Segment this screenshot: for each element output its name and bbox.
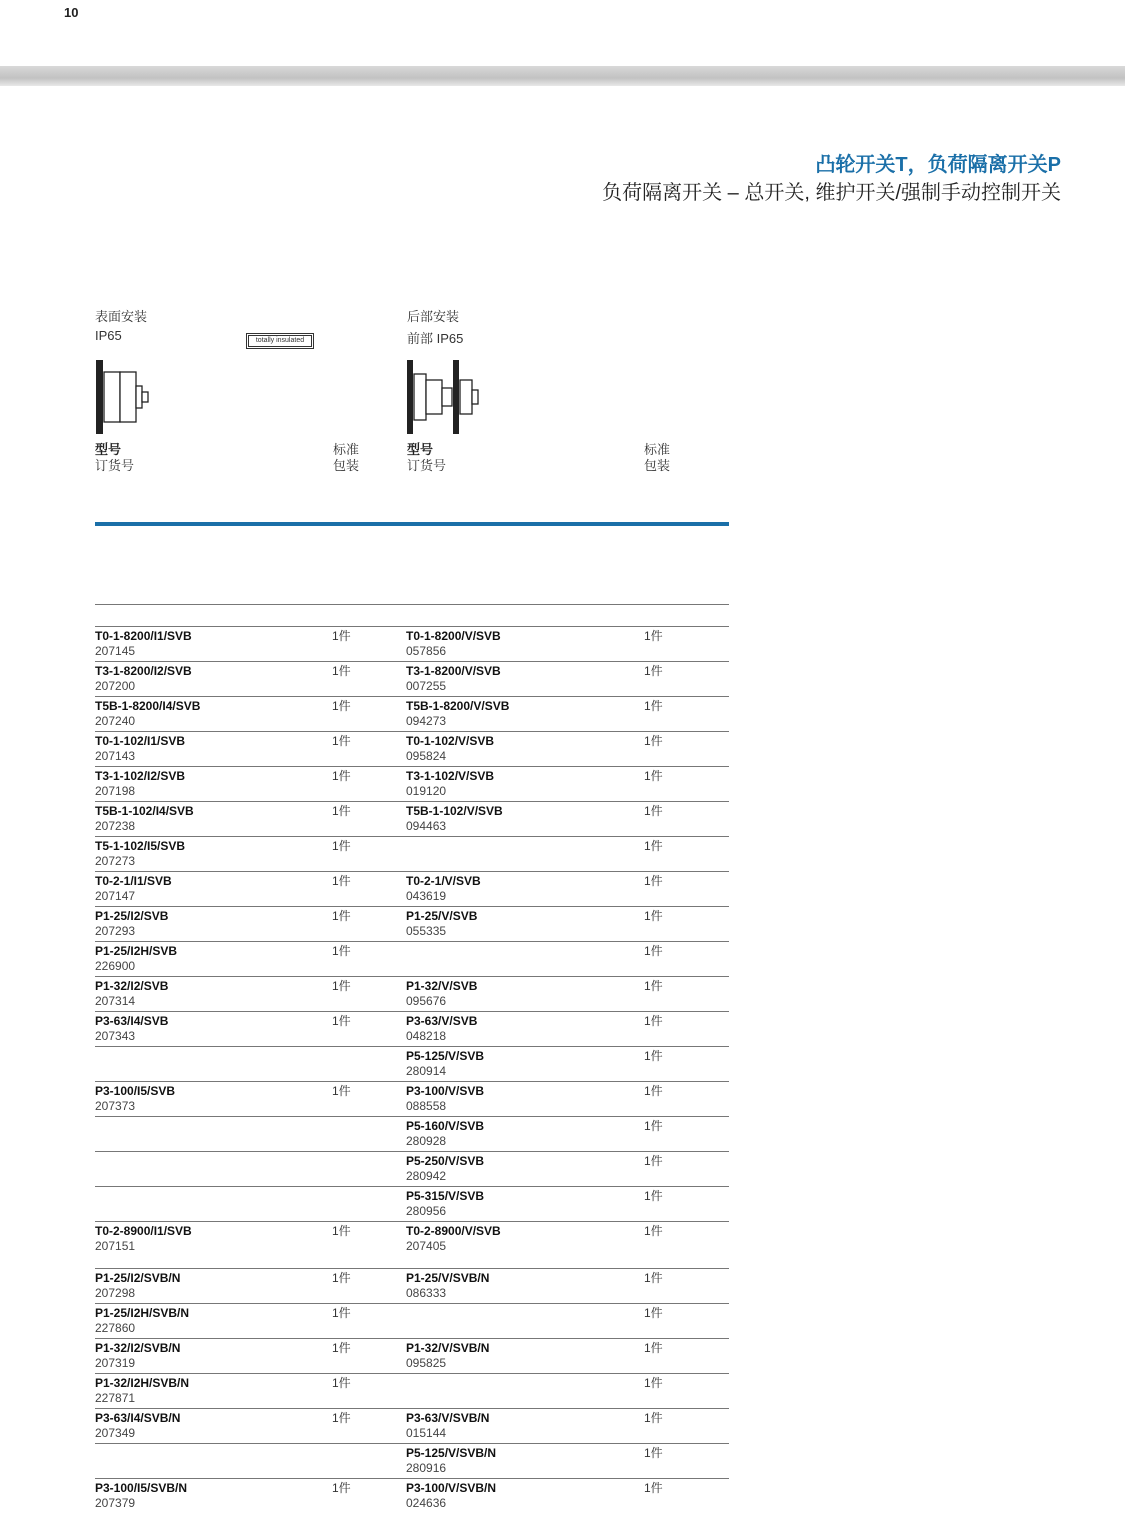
- right-pack-unit: 1件: [644, 734, 663, 748]
- right-product: [406, 769, 494, 799]
- right-type-code: T0-1-8200/V/SVB: [406, 629, 501, 643]
- right-order-number: 280914: [406, 1064, 447, 1078]
- left-order-number: 207373: [95, 1099, 136, 1113]
- right-product: [406, 1446, 496, 1476]
- table-top-rule: [95, 604, 729, 605]
- right-type-code: P5-125/V/SVB/N: [406, 1446, 497, 1460]
- left-product: [95, 1084, 175, 1114]
- table-row: [95, 1303, 729, 1338]
- left-type-code: T0-2-8900/I1/SVB: [95, 1224, 192, 1238]
- table-row: [95, 1338, 729, 1373]
- left-column-header: [95, 442, 134, 474]
- left-type-code: T3-1-102/I2/SVB: [95, 769, 186, 783]
- left-order-number: 227860: [95, 1321, 136, 1335]
- left-product: [95, 804, 194, 834]
- left-type-code: P1-25/I2/SVB/N: [95, 1271, 181, 1285]
- right-pack-unit: 1件: [644, 1119, 663, 1133]
- right-type-code: T0-2-1/V/SVB: [406, 874, 481, 888]
- right-order-number: 086333: [406, 1286, 447, 1300]
- left-type-code: T5-1-102/I5/SVB: [95, 839, 186, 853]
- left-product: [95, 734, 185, 764]
- page-number: 10: [64, 5, 79, 20]
- right-type-code: P1-25/V/SVB/N: [406, 1271, 490, 1285]
- left-order-number: 207198: [95, 784, 136, 798]
- page-title: 凸轮开关T，负荷隔离开关P: [815, 154, 1061, 176]
- right-type-code: P5-125/V/SVB: [406, 1049, 485, 1063]
- left-order-number: 226900: [95, 959, 136, 973]
- right-pack-unit: 1件: [644, 909, 663, 923]
- right-type-code: P5-160/V/SVB: [406, 1119, 485, 1133]
- right-order-number: 280928: [406, 1134, 447, 1148]
- left-type-code: T0-1-8200/I1/SVB: [95, 629, 192, 643]
- left-pack-unit: 1件: [332, 909, 351, 923]
- table-row: [95, 801, 729, 836]
- right-order-number: 019120: [406, 784, 447, 798]
- right-pack-unit: 1件: [644, 979, 663, 993]
- left-order-number: 207200: [95, 679, 136, 693]
- left-pack-unit: 1件: [332, 1084, 351, 1098]
- left-pack-unit: 1件: [332, 839, 351, 853]
- header-divider: [95, 522, 729, 526]
- right-pack-unit: 1件: [644, 1411, 663, 1425]
- left-pack-label-2: 包装: [333, 458, 360, 473]
- left-order-number: 207293: [95, 924, 136, 938]
- page-subtitle: 负荷隔离开关 – 总开关, 维护开关/强制手动控制开关: [602, 182, 1061, 204]
- right-type-code: P1-25/V/SVB: [406, 909, 478, 923]
- left-product: [95, 1224, 192, 1254]
- right-product: [406, 734, 494, 764]
- left-order-number: 207343: [95, 1029, 136, 1043]
- right-pack-unit: 1件: [644, 1306, 663, 1320]
- right-type-code: P1-32/V/SVB/N: [406, 1341, 490, 1355]
- right-order-number: 055335: [406, 924, 447, 938]
- right-pack-header: [644, 442, 670, 474]
- right-type-code: T5B-1-8200/V/SVB: [406, 699, 510, 713]
- left-pack-unit: 1件: [332, 1306, 351, 1320]
- right-type-code: P3-100/V/SVB: [406, 1084, 485, 1098]
- right-pack-unit: 1件: [644, 664, 663, 678]
- right-product: [406, 1119, 484, 1149]
- right-type-code: T3-1-102/V/SVB: [406, 769, 495, 783]
- right-pack-unit: 1件: [644, 874, 663, 888]
- table-row: [95, 1186, 729, 1221]
- right-pack-unit: 1件: [644, 804, 663, 818]
- right-type-label: 型号: [407, 442, 434, 457]
- right-pack-unit: 1件: [644, 1189, 663, 1203]
- rear-mount-switch-icon: [405, 358, 483, 436]
- left-pack-unit: 1件: [332, 874, 351, 888]
- right-pack-label-1: 标准: [644, 442, 671, 457]
- right-order-number: 007255: [406, 679, 447, 693]
- right-product: [406, 699, 509, 729]
- left-pack-unit: 1件: [332, 664, 351, 678]
- left-pack-header: [333, 442, 359, 474]
- table-row: [95, 1373, 729, 1408]
- right-product: [406, 804, 503, 834]
- right-product: [406, 1481, 496, 1511]
- right-type-code: T0-1-102/V/SVB: [406, 734, 495, 748]
- table-row: [95, 696, 729, 731]
- right-pack-unit: 1件: [644, 769, 663, 783]
- right-ip-label: 前部 IP65: [407, 331, 464, 346]
- right-pack-unit: 1件: [644, 1224, 663, 1238]
- right-product: [406, 1271, 489, 1301]
- table-row: [95, 1116, 729, 1151]
- left-product: [95, 1341, 180, 1371]
- left-type-code: T5B-1-8200/I4/SVB: [95, 699, 201, 713]
- right-pack-unit: 1件: [644, 629, 663, 643]
- left-type-code: P1-25/I2H/SVB/N: [95, 1306, 190, 1320]
- product-table: [95, 626, 729, 1513]
- left-type-code: T3-1-8200/I2/SVB: [95, 664, 192, 678]
- right-product: [406, 664, 501, 694]
- right-pack-unit: 1件: [644, 1481, 663, 1495]
- left-pack-unit: 1件: [332, 699, 351, 713]
- left-product: [95, 699, 200, 729]
- right-type-code: P3-63/V/SVB/N: [406, 1411, 490, 1425]
- left-type-code: T0-2-1/I1/SVB: [95, 874, 172, 888]
- left-pack-unit: 1件: [332, 804, 351, 818]
- right-product: [406, 1224, 501, 1254]
- right-product: [406, 979, 477, 1009]
- right-pack-unit: 1件: [644, 1446, 663, 1460]
- left-type-code: P1-32/I2H/SVB/N: [95, 1376, 190, 1390]
- left-pack-unit: 1件: [332, 1271, 351, 1285]
- left-pack-unit: 1件: [332, 1376, 351, 1390]
- left-order-number: 207238: [95, 819, 136, 833]
- right-pack-unit: 1件: [644, 1154, 663, 1168]
- right-pack-unit: 1件: [644, 1376, 663, 1390]
- surface-mount-switch-icon: [94, 358, 154, 436]
- right-product: [406, 1014, 477, 1044]
- left-product: [95, 944, 177, 974]
- right-order-number: 094463: [406, 819, 447, 833]
- right-product: [406, 909, 477, 939]
- right-order-number: 280942: [406, 1169, 447, 1183]
- right-pack-unit: 1件: [644, 1341, 663, 1355]
- left-order-number: 207379: [95, 1496, 136, 1510]
- left-product: [95, 629, 192, 659]
- right-pack-label-2: 包装: [644, 458, 671, 473]
- right-order-label: 订货号: [407, 458, 447, 473]
- table-row: [95, 836, 729, 871]
- left-type-label: 型号: [95, 442, 122, 457]
- left-type-code: P1-25/I2H/SVB: [95, 944, 178, 958]
- right-pack-unit: 1件: [644, 839, 663, 853]
- left-pack-unit: 1件: [332, 769, 351, 783]
- right-type-code: T3-1-8200/V/SVB: [406, 664, 501, 678]
- right-type-code: P3-63/V/SVB: [406, 1014, 478, 1028]
- left-type-code: P1-32/I2/SVB: [95, 979, 169, 993]
- totally-insulated-badge: totally insulated: [246, 333, 314, 349]
- right-product: [406, 1049, 484, 1079]
- left-order-number: 207240: [95, 714, 136, 728]
- left-order-number: 207273: [95, 854, 136, 868]
- right-order-number: 094273: [406, 714, 447, 728]
- left-product: [95, 1271, 180, 1301]
- left-product: [95, 979, 168, 1009]
- left-order-number: 207143: [95, 749, 136, 763]
- table-row: [95, 976, 729, 1011]
- left-product: [95, 909, 168, 939]
- table-row: [95, 1151, 729, 1186]
- left-pack-unit: 1件: [332, 1481, 351, 1495]
- left-pack-unit: 1件: [332, 1224, 351, 1238]
- left-type-code: P3-63/I4/SVB: [95, 1014, 169, 1028]
- right-pack-unit: 1件: [644, 944, 663, 958]
- right-pack-unit: 1件: [644, 1049, 663, 1063]
- left-order-number: 207145: [95, 644, 136, 658]
- table-row: [95, 766, 729, 801]
- right-type-code: T5B-1-102/V/SVB: [406, 804, 503, 818]
- left-order-number: 207151: [95, 1239, 136, 1253]
- left-product: [95, 839, 185, 869]
- right-type-code: P1-32/V/SVB: [406, 979, 478, 993]
- right-product: [406, 1341, 489, 1371]
- left-type-code: T5B-1-102/I4/SVB: [95, 804, 194, 818]
- left-order-number: 207314: [95, 994, 136, 1008]
- table-row: [95, 1443, 729, 1478]
- right-order-number: 095676: [406, 994, 447, 1008]
- left-product: [95, 769, 185, 799]
- right-product: [406, 629, 501, 659]
- left-type-code: P3-100/I5/SVB/N: [95, 1481, 188, 1495]
- right-type-code: P5-250/V/SVB: [406, 1154, 485, 1168]
- right-product: [406, 1411, 489, 1441]
- right-order-number: 088558: [406, 1099, 447, 1113]
- left-pack-unit: 1件: [332, 629, 351, 643]
- table-row: [95, 731, 729, 766]
- header-band: [0, 66, 1125, 86]
- left-order-number: 207349: [95, 1426, 136, 1440]
- left-pack-unit: 1件: [332, 979, 351, 993]
- right-order-number: 043619: [406, 889, 447, 903]
- right-pack-unit: 1件: [644, 1271, 663, 1285]
- left-order-label: 订货号: [95, 458, 135, 473]
- right-type-code: P3-100/V/SVB/N: [406, 1481, 497, 1495]
- left-type-code: T0-1-102/I1/SVB: [95, 734, 186, 748]
- left-product: [95, 1376, 189, 1406]
- left-type-code: P1-25/I2/SVB: [95, 909, 169, 923]
- right-order-number: 207405: [406, 1239, 447, 1253]
- left-product: [95, 664, 192, 694]
- table-row: [95, 1478, 729, 1513]
- right-product: [406, 1084, 484, 1114]
- right-order-number: 280916: [406, 1461, 447, 1475]
- left-type-code: P3-100/I5/SVB: [95, 1084, 176, 1098]
- left-ip-label: IP65: [95, 328, 122, 343]
- left-pack-unit: 1件: [332, 944, 351, 958]
- left-product: [95, 1306, 189, 1336]
- table-row: [95, 906, 729, 941]
- right-product: [406, 874, 481, 904]
- left-order-number: 207319: [95, 1356, 136, 1370]
- left-pack-unit: 1件: [332, 1341, 351, 1355]
- right-order-number: 015144: [406, 1426, 447, 1440]
- left-pack-unit: 1件: [332, 1014, 351, 1028]
- right-order-number: 057856: [406, 644, 447, 658]
- table-row: [95, 1046, 729, 1081]
- table-row: [95, 1221, 729, 1268]
- table-row: [95, 941, 729, 976]
- right-type-code: P5-315/V/SVB: [406, 1189, 485, 1203]
- right-order-number: 280956: [406, 1204, 447, 1218]
- left-order-number: 227871: [95, 1391, 136, 1405]
- right-pack-unit: 1件: [644, 1084, 663, 1098]
- left-pack-label-1: 标准: [333, 442, 360, 457]
- left-mount-label: 表面安装: [95, 309, 148, 324]
- left-pack-unit: 1件: [332, 1411, 351, 1425]
- right-product: [406, 1189, 484, 1219]
- left-order-number: 207298: [95, 1286, 136, 1300]
- right-order-number: 095825: [406, 1356, 447, 1370]
- right-product: [406, 1154, 484, 1184]
- left-product: [95, 1481, 187, 1511]
- table-row: [95, 661, 729, 696]
- table-row: [95, 1268, 729, 1303]
- right-order-number: 048218: [406, 1029, 447, 1043]
- left-pack-unit: 1件: [332, 734, 351, 748]
- left-product: [95, 1014, 168, 1044]
- right-order-number: 024636: [406, 1496, 447, 1510]
- table-row: [95, 871, 729, 906]
- right-type-code: T0-2-8900/V/SVB: [406, 1224, 501, 1238]
- right-column-header: [407, 442, 446, 474]
- table-row: [95, 1408, 729, 1443]
- table-row: [95, 1081, 729, 1116]
- left-type-code: P3-63/I4/SVB/N: [95, 1411, 181, 1425]
- table-row: [95, 1011, 729, 1046]
- left-product: [95, 1411, 180, 1441]
- left-product: [95, 874, 172, 904]
- table-row: [95, 626, 729, 661]
- right-mount-label: 后部安装: [407, 309, 460, 324]
- left-order-number: 207147: [95, 889, 136, 903]
- left-type-code: P1-32/I2/SVB/N: [95, 1341, 181, 1355]
- right-pack-unit: 1件: [644, 1014, 663, 1028]
- right-pack-unit: 1件: [644, 699, 663, 713]
- right-order-number: 095824: [406, 749, 447, 763]
